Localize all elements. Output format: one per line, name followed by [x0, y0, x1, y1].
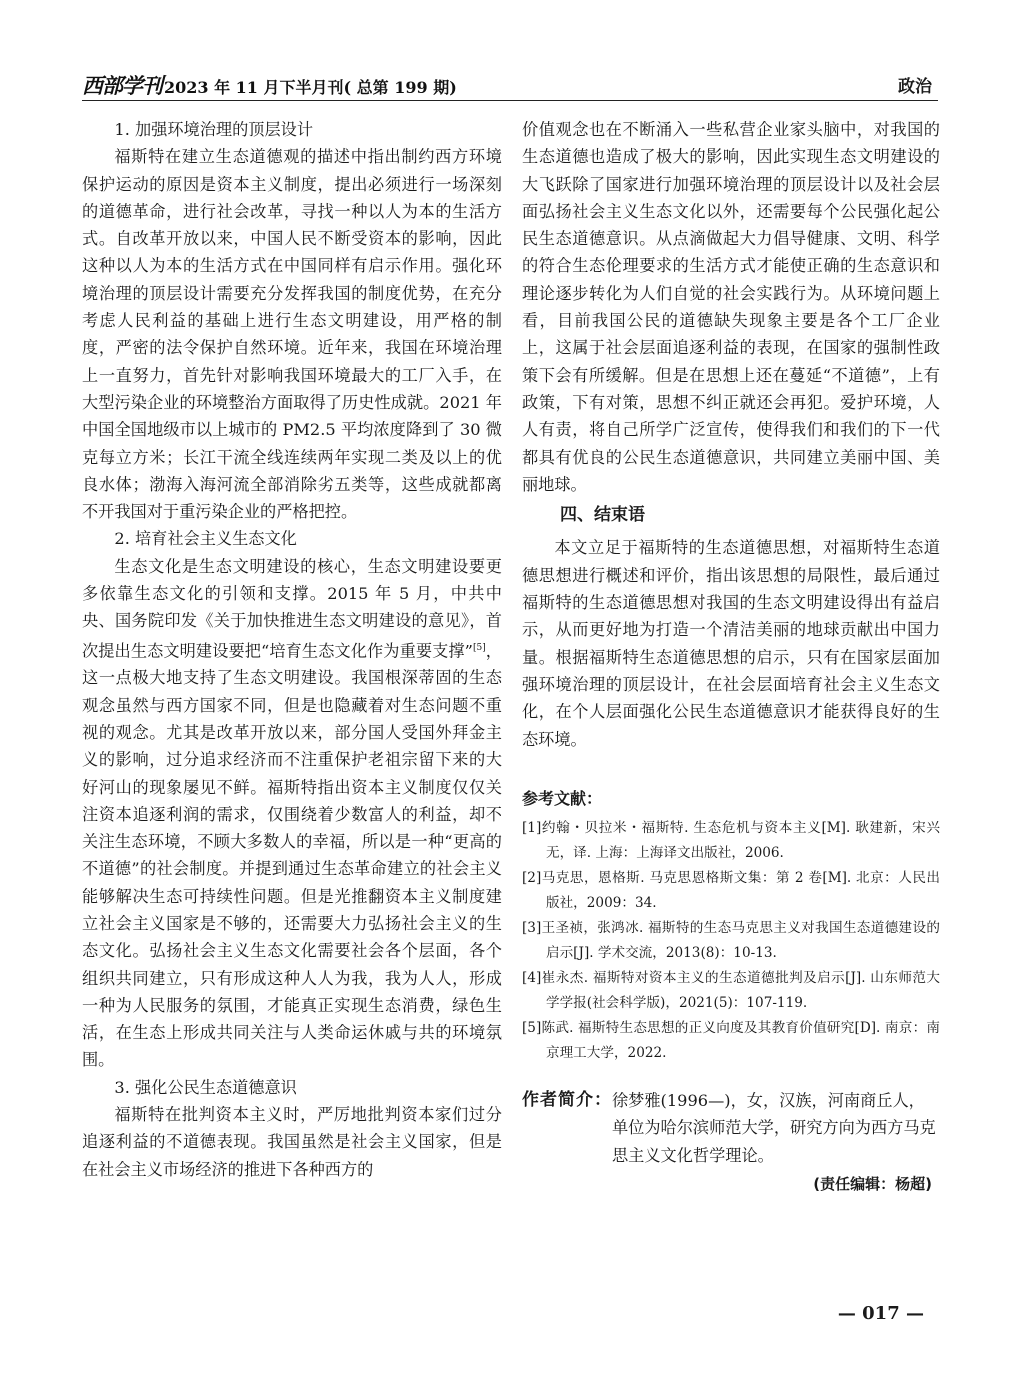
paragraph-2-part-b: ，这一点极大地支持了生态文明建设。我国根深蒂固的生态观念虽然与西方国家不同，但是也隐藏着对生态问题不重视的观念。尤其是改革开放以来，部分国人受国外拜金主义的影响，过分追求经济而不注重保护老祖宗留下来的大好河山的现象屡见不鲜。福斯特指出资本主义制度仅仅关注资本追逐利润的需求，仅围绕着少数富人的利益，却不关注生态环境，不顾大多数人的幸福，所以是一种“更高的不道德”的社会制度。并提到通过生态革命建立的社会主义能够解决生态可持续性问题。但是光推翻资本主义制度建立社会主义国家是不够的，还需要大力弘扬社会主义的生态文化。弘扬社会主义生态文化需要社会各个层面，各个组织共同建立，只有形成这种人人为我，我为人人，形成一种为人民服务的氛围，才能真正实现生态消费，绿色生活，在生态上形成共同关注与人类命运休戚与共的环境氛围。 [82, 641, 502, 1070]
reference-item: [2]马克思，恩格斯. 马克思恩格斯文集：第 2 卷[M]. 北京：人民出版社，2009：34. [522, 870, 940, 911]
responsible-editor: (责任编辑：杨超) [813, 1175, 932, 1194]
reference-item: [5]陈武. 福斯特生态思想的正义向度及其教育价值研究[D]. 南京：南京理工大学，2022. [522, 1020, 940, 1061]
header-journal-info [82, 70, 457, 100]
conclusion-paragraph: 本文立足于福斯特的生态道德思想，对福斯特生态道德思想进行概述和评价，指出该思想的局限性，最后通过福斯特的生态道德思想对我国的生态文明建设得出有益启示，从而更好地为打造一个清洁美丽的地球贡献出中国力量。根据福斯特生态道德思想的启示，只有在国家层面加强环境治理的顶层设计，在社会层面培育社会主义生态文化，在个人层面强化公民生态道德意识才能获得良好的生态环境。 [522, 538, 940, 749]
author-bio: 徐梦雅(1996—)，女，汉族，河南商丘人，单位为哈尔滨师范大学，研究方向为西方马克思主义文化哲学理论。 [612, 1091, 936, 1165]
section-heading-conclusion: 四、结束语 [560, 505, 645, 526]
header-rule [82, 100, 938, 101]
reference-item: [3]王圣祯，张鸿冰. 福斯特的生态马克思主义对我国生态道德建设的启示[J]. 学术交流，2013(8)：10-13. [522, 920, 940, 961]
reference-item: [4]崔永杰. 福斯特对资本主义的生态道德批判及启示[J]. 山东师范大学学报(社会科学版)，2021(5)：107-119. [522, 970, 940, 1011]
paragraph-2 [82, 553, 502, 1074]
paragraph-3-continued: 价值观念也在不断涌入一些私营企业家头脑中，对我国的生态道德也造成了极大的影响，因此实现生态文明建设的大飞跃除了国家进行加强环境治理的顶层设计以及社会层面弘扬社会主义生态文化以外，还需要每个公民强化起公民生态道德意识。从点滴做起大力倡导健康、文明、科学的符合生态伦理要求的生活方式才能使正确的生态意识和理论逐步转化为人们自觉的社会实践行为。从环境问题上看，目前我国公民的道德缺失现象主要是各个工厂企业上，这属于社会层面追逐利益的表现，在国家的强制性政策下会有所缓解。但是在思想上还在蔓延“不道德”，上有政策，下有对策，思想不纠正就还会再犯。爱护环境，人人有责，将自己所学广泛宣传，使得我们和我们的下一代都具有优良的公民生态道德意识，共同建立美丽中国、美丽地球。 [522, 120, 940, 494]
author-label: 作者简介： [522, 1090, 612, 1111]
subheading-1: 1. 加强环境治理的顶层设计 [114, 120, 314, 139]
right-column [522, 116, 940, 1198]
references-list [522, 816, 940, 1065]
author-info [522, 1087, 940, 1169]
subheading-2: 2. 培育社会主义生态文化 [114, 529, 297, 549]
citation-5: [5] [472, 642, 486, 653]
paragraph-1: 福斯特在建立生态道德观的描述中指出制约西方环境保护运动的原因是资本主义制度，提出必须进行一场深刻的道德革命，进行社会改革，寻找一种以人为本的生活方式。自改革开放以来，中国人民不断受资本的影响，因此这种以人为本的生活方式在中国同样有启示作用。强化环境治理的顶层设计需要充分发挥我国的制度优势，在充分考虑人民利益的基础上进行生态文明建设，用严格的制度，严密的法令保护自然环境。近年来，我国在环境治理上一直努力，首先针对影响我国环境最大的工厂入手，在大型污染企业的环境整治方面取得了历史性成就。2021 年中国全国地级市以上城市的 PM2.5 平均浓度降到了 30 微克每立方米；长江干流全线连续两年实现二类及以上的优良水体；渤海入海河流全部消除劣五类等，这些成就都离不开我国对于重污染企业的严格把控。 [82, 147, 502, 522]
reference-item: [1]约翰・贝拉米・福斯特. 生态危机与资本主义[M]. 耿建新，宋兴无，译. 上海：上海译文出版社，2006. [522, 820, 940, 861]
left-column [82, 116, 502, 1183]
journal-logo: 西部学刊 [82, 73, 162, 98]
references-title: 参考文献： [522, 788, 603, 808]
paragraph-2-part-a: 生态文化是生态文明建设的核心，生态文明建设要更多依靠生态文化的引领和支撑。2015 年 5 月，中共中央、国务院印发《关于加快推进生态文明建设的意见》，首次提出生态文明建设要把“培育生态文化作为重要支撑” [82, 556, 502, 661]
section-name: 政治 [898, 77, 932, 97]
running-header [82, 68, 938, 98]
page-number: — 017 — [837, 1303, 924, 1324]
subheading-3: 3. 强化公民生态道德意识 [114, 1077, 297, 1097]
issue-info: 2023 年 11 月下半月刊( 总第 199 期) [164, 78, 457, 97]
paragraph-3: 福斯特在批判资本主义时，严厉地批判资本家们过分追逐利益的不道德表现。我国虽然是社会主义国家，但是在社会主义市场经济的推进下各种西方的 [82, 1105, 502, 1179]
